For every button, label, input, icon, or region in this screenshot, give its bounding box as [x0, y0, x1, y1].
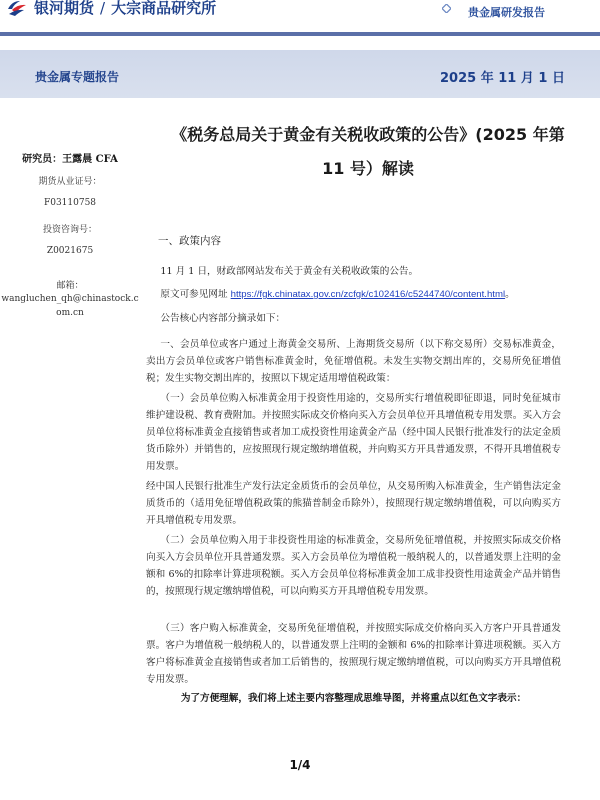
email-line1[interactable]: wangluchen_qh@chinastock.c [1, 294, 139, 304]
license-value: F03110758 [43, 198, 97, 208]
advisor-value: Z0021675 [46, 246, 94, 256]
brand-title [34, 0, 216, 18]
paragraph-2 [146, 286, 561, 303]
brand-left: 银河期货 [34, 0, 95, 17]
report-category: 贵金属专题报告 [35, 70, 120, 84]
email-line2[interactable]: om.cn [56, 308, 84, 318]
email-label: 邮箱： [56, 281, 84, 291]
title-line-1: 《税务总局关于黄金有关税收政策的公告》(2025 年第 [171, 125, 565, 144]
page-number: 1/4 [289, 758, 311, 772]
paragraph-1: 11 月 1 日，财政部网站发布关于黄金有关税收政策的公告。 [160, 266, 419, 277]
title-line-2: 11 号）解读 [322, 159, 414, 178]
galaxy-logo-icon [6, 0, 28, 16]
summary-note: 为了方便理解，我们将上述主要内容整理成思维导图，并将重点以红色文字表示： [180, 693, 527, 704]
diamond-icon [442, 4, 451, 13]
report-date: 2025 年 11 月 1 日 [440, 71, 565, 86]
link-prefix: 原文可参见网址 [160, 289, 228, 300]
doc-type-label: 贵金属研发报告 [468, 6, 545, 19]
license-label: 期货从业证号： [38, 177, 102, 187]
page-title [158, 118, 578, 186]
link-suffix: 。 [505, 289, 515, 300]
brand-right: 大宗商品研究所 [111, 0, 217, 17]
advisor-label: 投资咨询号： [42, 225, 97, 235]
paragraph-4: 一、会员单位或客户通过上海黄金交易所、上海期货交易所（以下称交易所）交易标准黄金，卖出方会员单位或客户销售标准黄金时，免征增值税。未发生实物交割出库的，交易所免征增值税；发生实物交割出库的，按照以下规定适用增值税政策： [146, 339, 561, 384]
paragraph-8: （三）客户购入标准黄金，交易所免征增值税，并按照实际成交价格向买入方客户开具普通发票。客户为增值税一般纳税人的，以普通发票上注明的金额和 6%的扣除率计算进项税额。买入方客户将标准黄金直接销售或者加工后销售的，按照现行规定缴纳增值税，可以向购买方开具增值税专用发票。 [146, 623, 561, 685]
brand-separator: / [100, 0, 106, 17]
paragraph-5: （一）会员单位购入标准黄金用于投资性用途的，交易所实行增值税即征即退，同时免征城市维护建设税、教育费附加。并按照实际成交价格向买入方会员单位开具增值税专用发票。买入方会员单位将标准黄金直接销售或者加工成投资性用途黄金产品（经中国人民银行批准发行的法定金质货币除外）并销售的，应按照现行规定缴纳增值税，并向购买方开具普通发票，不得开具增值税专用发票。 [146, 393, 561, 472]
source-link[interactable]: https://fgk.chinatax.gov.cn/zcfgk/c102416/c5244740/content.html [230, 289, 506, 300]
paragraph-3: 公告核心内容部分摘录如下： [160, 313, 286, 324]
header-divider [0, 32, 600, 36]
paragraph-7: （二）会员单位购入用于非投资性用途的标准黄金，交易所免征增值税，并按照实际成交价格向买入方会员单位开具普通发票。买入方会员单位为增值税一般纳税人的，以普通发票上注明的金额和 6%的扣除率计算进项税额。买入方会员单位将标准黄金加工成非投资性用途黄金产品并销售的，按照现行规定缴纳增值税，可以向购买方开具增值税专用发票。 [146, 535, 561, 597]
researcher-name: 研究员：王露晨 CFA [22, 154, 118, 165]
paragraph-6: 经中国人民银行批准生产发行法定金质货币的会员单位，从交易所购入标准黄金，生产销售法定金质货币的（适用免征增值税政策的熊猫普制金币除外），按照现行规定缴纳增值税，可以向购买方开具增值税专用发票。 [146, 481, 561, 526]
section-heading: 一、政策内容 [158, 235, 221, 247]
